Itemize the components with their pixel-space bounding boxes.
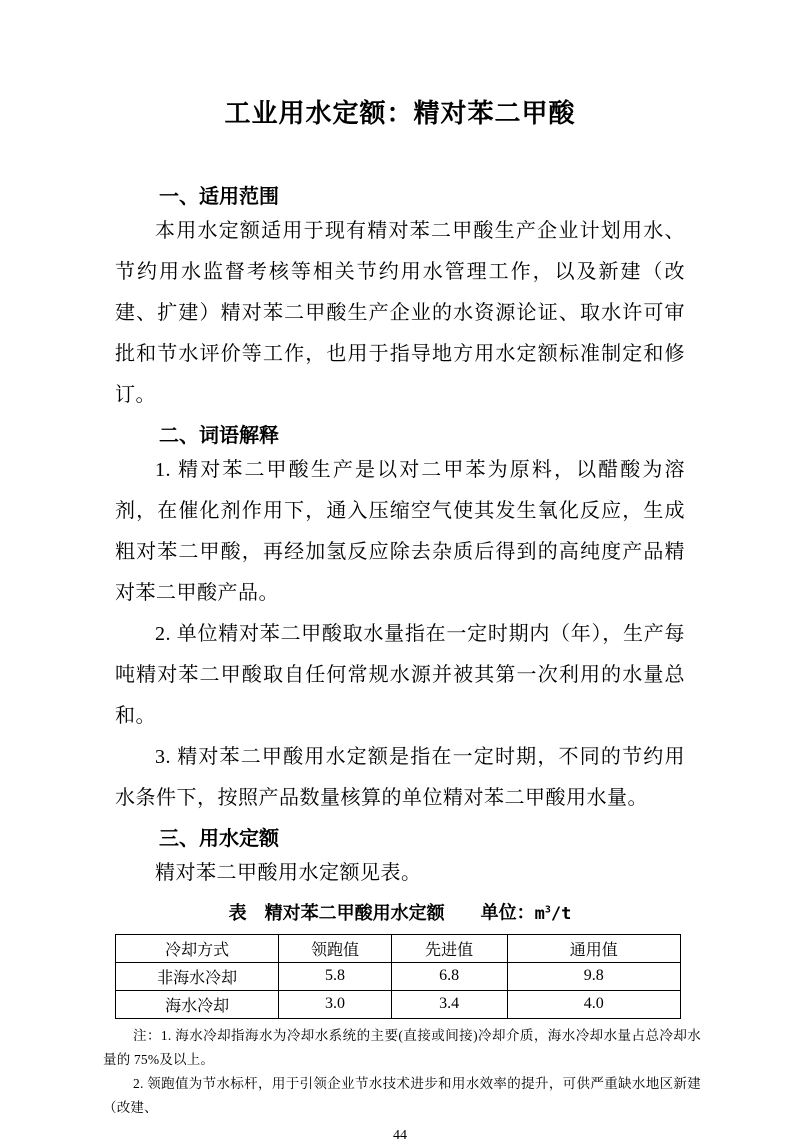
paragraph-scope: 本用水定额适用于现有精对苯二甲酸生产企业计划用水、节约用水监督考核等相关节约用水管理工作，以及新建（改建、扩建）精对苯二甲酸生产企业的水资源论证、取水许可审批和节水评价等工作，也用于指导地方用水定额标准制定和修订。: [115, 220, 685, 406]
section-heading-terms: 二、词语解释: [159, 425, 279, 447]
section-heading-scope: 一、适用范围: [159, 186, 279, 208]
unit-exponent: 3: [544, 904, 551, 915]
cell-value: 9.8: [507, 962, 680, 990]
cell-value: 6.8: [391, 962, 507, 990]
cell-cooling-non-seawater: 非海水冷却: [116, 962, 279, 990]
unit-base: m: [534, 903, 545, 924]
page-title: 工业用水定额：精对苯二甲酸: [224, 99, 576, 128]
paragraph-term-3: 3. 精对苯二甲酸用水定额是指在一定时期，不同的节约用水条件下，按照产品数量核算的单位精对苯二甲酸用水量。: [115, 746, 685, 809]
header-leading-value: 领跑值: [279, 934, 391, 962]
cell-value: 3.0: [279, 990, 391, 1018]
table-row: [116, 962, 681, 990]
cell-value: 3.4: [391, 990, 507, 1018]
table-unit-value: [535, 904, 572, 924]
note-1: 注：1. 海水冷却指海水为冷却水系统的主要(直接或间接)冷却介质，海水冷却水量占总冷却水量的 75%及以上。: [103, 1027, 701, 1067]
section-heading-quota: 三、用水定额: [159, 828, 279, 850]
unit-suffix: /t: [550, 903, 572, 924]
header-cooling-method: 冷却方式: [116, 934, 279, 962]
paragraph-quota-intro: 精对苯二甲酸用水定额见表。: [155, 862, 422, 884]
cell-value: 4.0: [507, 990, 680, 1018]
table-notes: [103, 1024, 701, 1120]
cell-value: 5.8: [279, 962, 391, 990]
table-caption: [115, 898, 685, 926]
note-2: 2. 领跑值为节水标杆，用于引领企业节水技术进步和用水效率的提升，可供严重缺水地区新建（改建、: [103, 1075, 701, 1115]
page-number: 44: [393, 1127, 407, 1143]
water-quota-table: [115, 934, 681, 1019]
table-caption-label: 表: [228, 902, 247, 923]
table-header-row: [116, 934, 681, 962]
table-unit-prefix: 单位：: [480, 902, 535, 923]
paragraph-term-2: 2. 单位精对苯二甲酸取水量指在一定时期内（年），生产每吨精对苯二甲酸取自任何常规水源并被其第一次利用的水量总和。: [115, 623, 685, 727]
table-unit: [481, 898, 572, 926]
table-caption-title: 精对苯二甲酸用水定额: [264, 902, 445, 923]
header-advanced-value: 先进值: [391, 934, 507, 962]
paragraph-term-1: 1. 精对苯二甲酸生产是以对二甲苯为原料，以醋酸为溶剂，在催化剂作用下，通入压缩空气使其发生氧化反应，生成粗对苯二甲酸，再经加氢反应除去杂质后得到的高纯度产品精对苯二甲酸产品。: [115, 459, 685, 604]
header-general-value: 通用值: [507, 934, 680, 962]
table-row: [116, 990, 681, 1018]
cell-cooling-seawater: 海水冷却: [116, 990, 279, 1018]
